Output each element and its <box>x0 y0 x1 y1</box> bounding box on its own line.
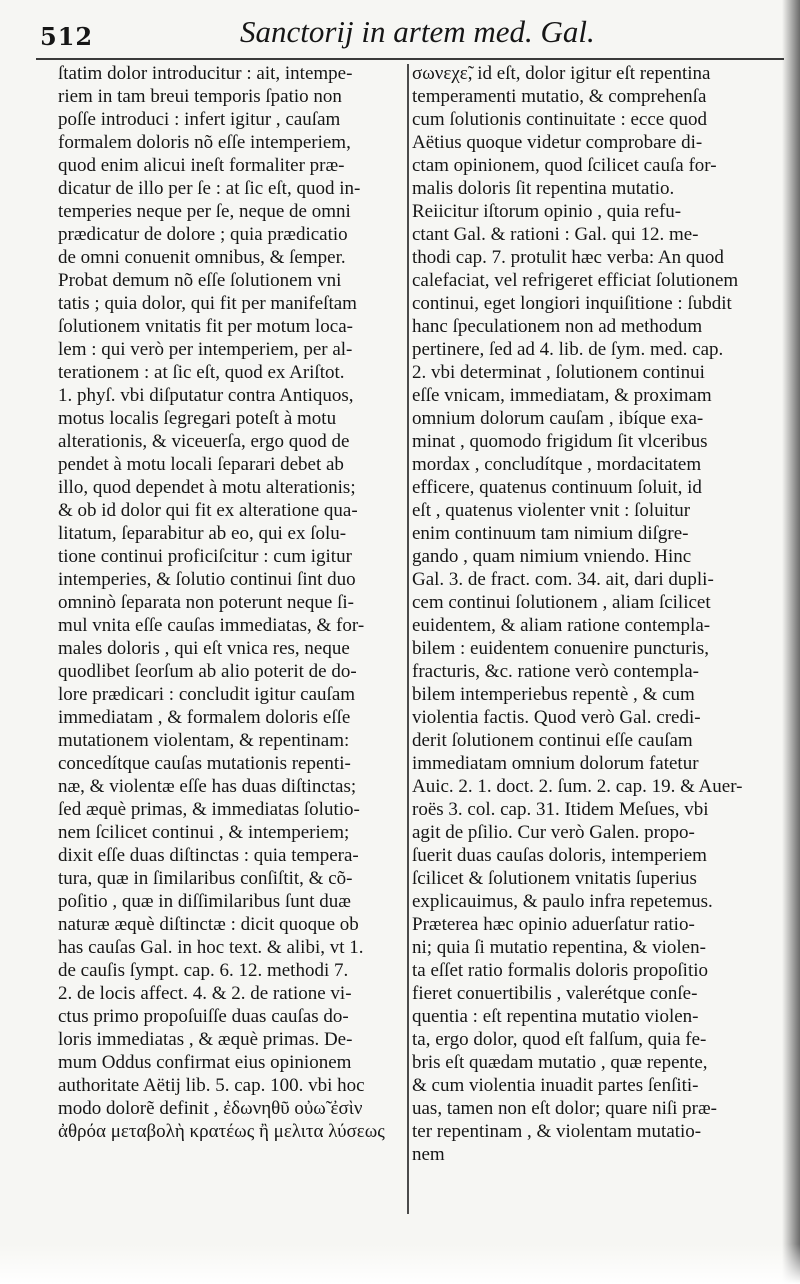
left-column-line: lore prædicari : concludit igitur cauſam <box>58 684 356 705</box>
right-column-line: Gal. 3. de fract. com. 34. ait, dari dupli- <box>412 569 714 590</box>
right-column-line: thodi cap. 7. protulit hæc verba: An quod <box>412 247 724 268</box>
right-column-line: fracturis, &c. ratione verò contempla- <box>412 661 699 682</box>
left-column-line: terationem : at ſic eſt, quod ex Ariſtot. <box>58 362 345 383</box>
right-column-line: bilem intemperiebus repentè , & cum <box>412 684 695 705</box>
left-column-line: 1. phyſ. vbi diſputatur contra Antiquos, <box>58 385 354 406</box>
left-column-line: ſed æquè primas, & immediatas ſolutio- <box>58 799 360 820</box>
left-column-line: formalem doloris nõ eſſe intemperiem, <box>58 132 351 153</box>
right-column-line: Aëtius quoque videtur comprobare di- <box>412 132 703 153</box>
right-column-line: explicauimus, & paulo infra repetemus. <box>412 891 713 912</box>
left-column-line: & ob id dolor qui fit ex alteratione qua- <box>58 500 358 521</box>
right-column-line: omnium dolorum cauſam , ibíque exa- <box>412 408 704 429</box>
right-column-line: 2. vbi determinat , ſolutionem continui <box>412 362 705 383</box>
right-column-line: Auic. 2. 1. doct. 2. ſum. 2. cap. 19. & Auer- <box>412 776 743 797</box>
right-column-line: agit de pſilio. Cur verò Galen. propo- <box>412 822 695 843</box>
left-column-line: riem in tam breui temporis ſpatio non <box>58 86 342 107</box>
right-column-line: mordax , concludítque , mordacitatem <box>412 454 702 475</box>
left-column-line: quodlibet ſeorſum ab alio poterit de do- <box>58 661 357 682</box>
right-column-line: bilem : euidentem conuenire puncturis, <box>412 638 710 659</box>
left-column-line: mul vnita eſſe cauſas immediatas, & for- <box>58 615 365 636</box>
right-column-line: fieret conuertibilis , valerétque conſe- <box>412 983 698 1004</box>
right-text-column <box>412 62 788 1166</box>
left-column-line: temperies neque per ſe, neque de omni <box>58 201 351 222</box>
left-column-line: immediatam , & formalem doloris eſſe <box>58 707 351 728</box>
left-column-line: de omni conuenit omnibus, & ſemper. <box>58 247 346 268</box>
right-column-line: enim continuum tam nimium diſgre- <box>412 523 689 544</box>
left-column-line: mum Oddus confirmat eius opinionem <box>58 1052 352 1073</box>
left-column-line: mutationem violentam, & repentinam: <box>58 730 350 751</box>
right-column-line: Præterea hæc opinio aduerſatur ratio- <box>412 914 695 935</box>
right-column-line: & cum violentia inuadit partes ſenſiti- <box>412 1075 699 1096</box>
header-rule <box>36 58 784 60</box>
left-column-line: næ, & violentæ eſſe has duas diſtinctas; <box>58 776 357 797</box>
column-divider <box>407 64 409 1214</box>
left-column-line: ἀθρόα μεταβολὴ κρατέως ἢ μελιτα λύσεως <box>58 1121 385 1142</box>
left-column-line: alterationis, & viceuerſa, ergo quod de <box>58 431 350 452</box>
right-column-line: σωνεχε̃, id eſt, dolor igitur eſt repentina <box>412 63 711 84</box>
right-column-line: pertinere, ſed ad 4. lib. de ſym. med. cap. <box>412 339 724 360</box>
right-column-line: eſſe vnicam, immediatam, & proximam <box>412 385 712 406</box>
right-column-line: bris eſt quædam mutatio , quæ repente, <box>412 1052 708 1073</box>
left-column-line: loris immediatas , & æquè primas. De- <box>58 1029 353 1050</box>
left-text-column <box>58 62 406 1143</box>
right-column-line: ta eſſet ratio formalis doloris propoſitio <box>412 960 709 981</box>
left-column-line: tione continui proficiſcitur : cum igitur <box>58 546 352 567</box>
right-column-line: uas, tamen non eſt dolor; quare niſi præ- <box>412 1098 717 1119</box>
left-column-line: dixit eſſe duas diſtinctas : quia tempera- <box>58 845 359 866</box>
right-column-line: ta, ergo dolor, quod eſt falſum, quia fe- <box>412 1029 707 1050</box>
left-column-line: dicatur de illo per ſe : at ſic eſt, quod in- <box>58 178 361 199</box>
left-column-line: poſitio , quæ in diſſimilaribus ſunt duæ <box>58 891 351 912</box>
left-column-line: nem ſcilicet continui , & intemperiem; <box>58 822 350 843</box>
running-title: Sanctorij in artem med. Gal. <box>240 14 595 49</box>
right-column-line: euidentem, & aliam ratione contempla- <box>412 615 711 636</box>
right-column-line: roës 3. col. cap. 31. Itidem Meſues, vbi <box>412 799 709 820</box>
left-column-line: modo dolorẽ definit , ἐδωνηθῦ οὐω̃ ἐσὶν <box>58 1098 363 1119</box>
right-column-line: malis doloris ſit repentina mutatio. <box>412 178 675 199</box>
right-column-line: temperamenti mutatio, & comprehenſa <box>412 86 707 107</box>
left-column-line: ſolutionem vnitatis fit per motum loca- <box>58 316 353 337</box>
left-column-line: naturæ æquè diſtinctæ : dicit quoque ob <box>58 914 359 935</box>
right-column-line: minat , quomodo frigidum ſit vlceribus <box>412 431 708 452</box>
right-column-line: ter repentinam , & violentam mutatio- <box>412 1121 702 1142</box>
right-column-line: quentia : eſt repentina mutatio violen- <box>412 1006 699 1027</box>
left-column-line: pendet à motu locali ſeparari debet ab <box>58 454 344 475</box>
left-column-line: litatum, ſeparabitur ab eo, qui ex ſolu- <box>58 523 347 544</box>
left-column-line: ſtatim dolor introducitur : ait, intempe- <box>58 63 353 84</box>
left-column-line: concedítque cauſas mutationis repenti- <box>58 753 351 774</box>
right-column-line: Reiicitur iſtorum opinio , quia refu- <box>412 201 682 222</box>
left-column-line: lem : qui verò per intemperiem, per al- <box>58 339 353 360</box>
right-column-line: derit ſolutionem continui eſſe cauſam <box>412 730 693 751</box>
left-column-line: ctus primo propoſuiſſe duas cauſas do- <box>58 1006 349 1027</box>
left-column-line: motus localis ſegregari poteſt à motu <box>58 408 337 429</box>
right-column-line: ctant Gal. & rationi : Gal. qui 12. me- <box>412 224 699 245</box>
right-column-line: immediatam omnium dolorum fatetur <box>412 753 699 774</box>
left-column-line: tatis ; quia dolor, qui fit per manifeſtam <box>58 293 357 314</box>
right-column-line: ſuerit duas cauſas doloris, intemperiem <box>412 845 707 866</box>
right-column-line: eſt , quatenus violenter vnit : ſoluitur <box>412 500 691 521</box>
left-column-line: de cauſis ſympt. cap. 6. 12. methodi 7. <box>58 960 349 981</box>
right-column-line: gando , quam nimium vniendo. Hinc <box>412 546 692 567</box>
right-column-line: continui, eget longiori inquiſitione : ſubdit <box>412 293 732 314</box>
right-column-line: ctam opinionem, quod ſcilicet cauſa for- <box>412 155 717 176</box>
right-column-line: ni; quia ſi mutatio repentina, & violen- <box>412 937 706 958</box>
right-column-line: violentia factis. Quod verò Gal. credi- <box>412 707 701 728</box>
left-column-line: 2. de locis affect. 4. & 2. de ratione vi- <box>58 983 352 1004</box>
page-number: 512 <box>40 22 94 51</box>
left-column-line: prædicatur de dolore ; quia prædicatio <box>58 224 348 245</box>
left-column-line: intemperies, & ſolutio continui ſint duo <box>58 569 356 590</box>
left-column-line: has cauſas Gal. in hoc text. & alibi, vt 1. <box>58 937 364 958</box>
right-column-line: nem <box>412 1144 445 1165</box>
right-column-line: calefaciat, vel refrigeret efficiat ſolutionem <box>412 270 739 291</box>
right-column-line: hanc ſpeculationem non ad methodum <box>412 316 703 337</box>
left-column-line: quod enim alicui ineſt formaliter præ- <box>58 155 345 176</box>
left-column-line: males doloris , qui eſt vnica res, neque <box>58 638 350 659</box>
left-column-line: illo, quod dependet à motu alterationis; <box>58 477 356 498</box>
right-column-line: ſcilicet & ſolutionem vnitatis ſuperius <box>412 868 697 889</box>
right-column-line: cem continui ſolutionem , aliam ſcilicet <box>412 592 711 613</box>
right-column-line: efficere, quatenus continuum ſoluit, id <box>412 477 702 498</box>
left-column-line: poſſe introduci : infert igitur , cauſam <box>58 109 341 130</box>
page-bottom-shadow <box>0 1244 800 1284</box>
right-column-line: cum ſolutionis continuitate : ecce quod <box>412 109 707 130</box>
left-column-line: omninò ſeparata non poterunt neque ſi- <box>58 592 354 613</box>
left-column-line: Probat demum nõ eſſe ſolutionem vni <box>58 270 342 291</box>
left-column-line: authoritate Aëtij lib. 5. cap. 100. vbi hoc <box>58 1075 365 1096</box>
left-column-line: tura, quæ in ſimilaribus conſiſtit, & cõ- <box>58 868 353 889</box>
